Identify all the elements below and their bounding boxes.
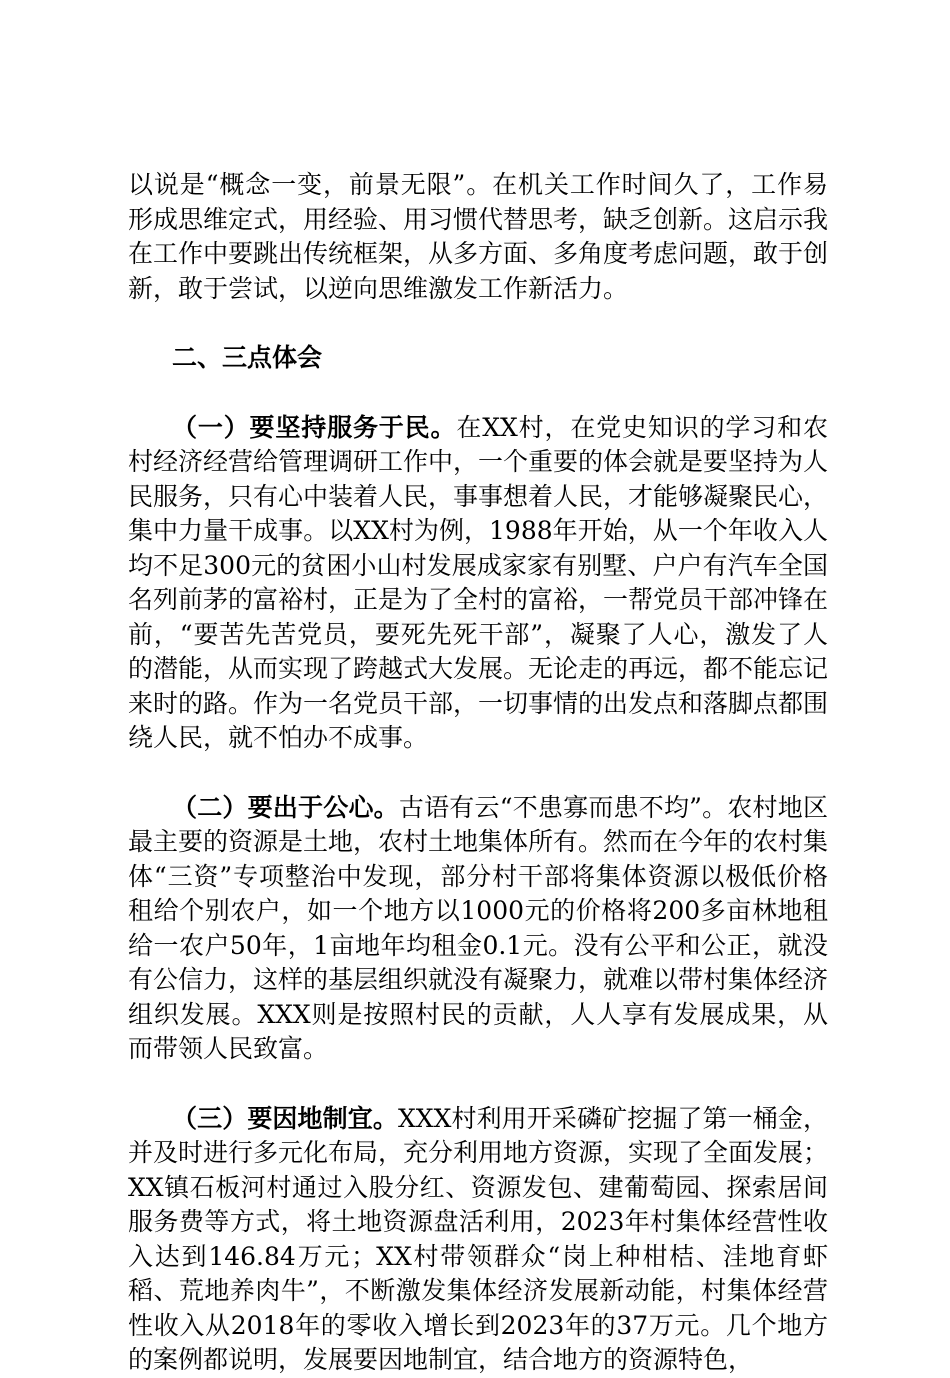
point-3-lead: （三）要因地制宜。 [172,1103,398,1133]
point-1-text: 在XX村，在党史知识的学习和农村经济经营给管理调研工作中，一个重要的体会就是要坚持为人民服务，只有心中装着人民，事事想着人民，才能够凝聚民心，集中力量干成事。以XX村为例，1988年开始，从一个年收入人均不足300元的贫困小山村发展成家家有别墅、户户有汽车全国名列前茅的富裕村，正是为了全村的富裕，一帮党员干部冲锋在前，“要苦先苦党员，要死先死干部”，凝聚了人心，激发了人的潜能，从而实现了跨越式大发展。无论走的再远，都不能忘记来时的路。作为一名党员干部，一切事情的出发点和落脚点都围绕人民，就不怕办不成事。 [128,412,829,752]
intro-paragraph [128,168,828,306]
point-2-text: 古语有云“不患寡而患不均”。农村地区最主要的资源是土地，农村土地集体所有。然而在今年的农村集体“三资”专项整治中发现，部分村干部将集体资源以极低价格租给个别农户，如一个地方以1000元的价格将200多亩林地租给一农户50年，1亩地年均租金0.1元。没有公平和公正，就没有公信力，这样的基层组织就没有凝聚力，就难以带村集体经济组织发展。XXX则是按照村民的贡献，人人享有发展成果，从而带领人民致富。 [128,792,829,1063]
document-body [128,168,828,1378]
section-heading: 二、三点体会 [172,343,323,372]
point-paragraph-3 [128,1102,828,1378]
point-paragraph-1 [128,411,828,756]
point-3-text: XXX村利用开采磷矿挖掘了第一桶金，并及时进行多元化布局，充分利用地方资源，实现了全面发展；XX镇石板河村通过入股分红、资源发包、建葡萄园、探索居间服务费等方式，将土地资源盘活利用，2023年村集体经营性收入达到146.84万元；XX村带领群众“岗上种柑桔、洼地育虾稻、荒地养肉牛”，不断激发集体经济发展新动能，村集体经营性收入从2018年的零收入增长到2023年的37万元。几个地方的案例都说明，发展要因地制宜，结合地方的资源特色， [128,1103,829,1374]
point-2-lead: （二）要出于公心。 [172,792,399,822]
intro-paragraph-text: 以说是“概念一变，前景无限”。在机关工作时间久了，工作易形成思维定式，用经验、用习惯代替思考，缺乏创新。这启示我在工作中要跳出传统框架，从多方面、多角度考虑问题，敢于创新，敢于尝试，以逆向思维激发工作新活力。 [128,170,829,303]
point-1-lead: （一）要坚持服务于民。 [172,412,457,442]
point-paragraph-2 [128,791,828,1067]
